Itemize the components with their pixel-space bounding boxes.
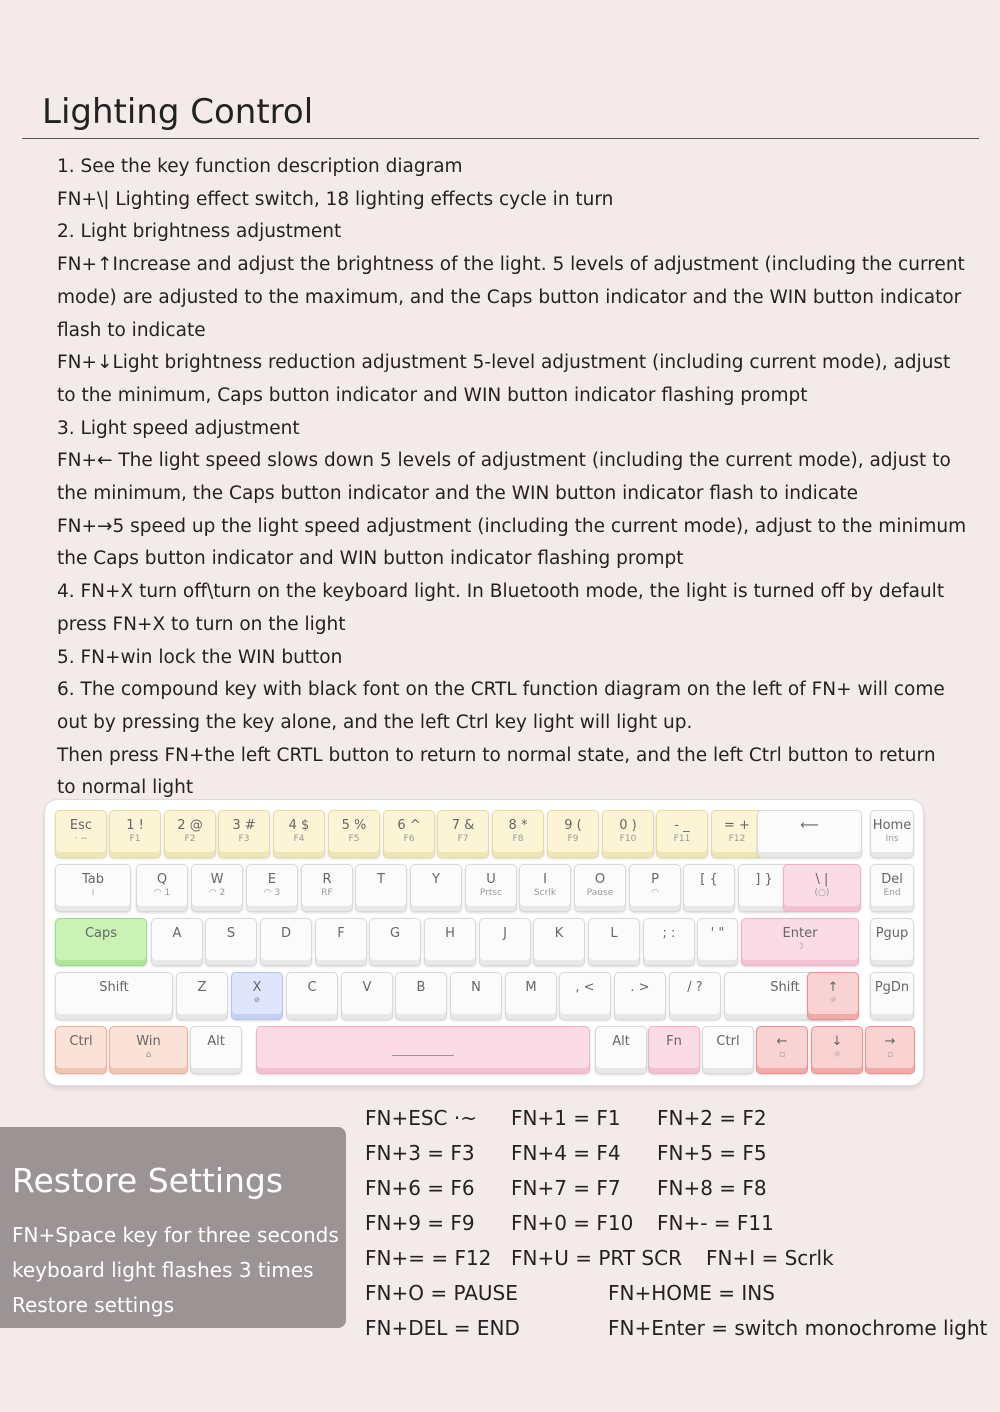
shortcut-item: FN+HOME = INS xyxy=(608,1281,775,1305)
key-sublabel: ◠ 3 xyxy=(263,888,281,898)
key-label: K xyxy=(554,926,564,941)
key-label: T xyxy=(377,872,385,887)
key-label: O xyxy=(594,872,606,887)
title-divider xyxy=(22,138,979,139)
key-label: L xyxy=(610,926,618,941)
key xyxy=(629,864,681,912)
key xyxy=(465,864,517,912)
instruction-line: to the minimum, Caps button indicator and WIN button indicator flashing prompt xyxy=(57,384,808,406)
key-sublabel: F1 xyxy=(129,834,141,844)
key-label: 3 # xyxy=(232,818,256,833)
key-sublabel: Scrlk xyxy=(533,888,557,898)
key xyxy=(190,1026,242,1074)
key-sublabel: F9 xyxy=(567,834,579,844)
key xyxy=(410,864,462,912)
key-label: G xyxy=(389,926,401,941)
key xyxy=(315,918,367,966)
key-label: N xyxy=(471,980,481,995)
restore-title: Restore Settings xyxy=(12,1161,284,1200)
key-label: S xyxy=(226,926,236,941)
restore-settings-panel xyxy=(0,1127,346,1328)
key-label: Tab xyxy=(81,872,104,887)
instruction-line: 2. Light brightness adjustment xyxy=(57,221,342,243)
key xyxy=(273,810,325,858)
key-label: Ctrl xyxy=(716,1034,740,1049)
key-sublabel: RF xyxy=(321,888,333,898)
key xyxy=(656,810,708,858)
key-label: Win xyxy=(136,1034,161,1049)
shortcut-item: FN+2 = F2 xyxy=(657,1106,767,1130)
shortcut-item: FN+DEL = END xyxy=(365,1316,520,1340)
instruction-line: Then press FN+the left CRTL button to return to normal state, and the left Ctrl button to return xyxy=(57,744,936,766)
instruction-line: 4. FN+X turn off\turn on the keyboard light. In Bluetooth mode, the light is turned off by default xyxy=(57,581,945,603)
key xyxy=(574,864,626,912)
key-label: \ | xyxy=(815,872,829,887)
instruction-line: out by pressing the key alone, and the left Ctrl key light will light up. xyxy=(57,711,693,733)
key xyxy=(55,864,131,912)
instruction-line: the minimum, the Caps button indicator and the WIN button indicator flash to indicate xyxy=(57,483,858,505)
key-sublabel: F2 xyxy=(184,834,196,844)
key-label: = + xyxy=(724,818,750,833)
restore-lines xyxy=(12,1218,339,1323)
shortcut-item: FN+Enter = switch monochrome light xyxy=(608,1316,988,1340)
key xyxy=(246,864,298,912)
key-label: . > xyxy=(630,980,650,995)
key-label: Q xyxy=(156,872,168,887)
instruction-line: press FN+X to turn on the light xyxy=(57,613,346,635)
key xyxy=(55,918,147,966)
key-label: ] } xyxy=(755,872,773,887)
key-sublabel: · ∼ xyxy=(74,834,88,844)
key-label: I xyxy=(543,872,547,887)
key-sublabel: F6 xyxy=(403,834,415,844)
key xyxy=(109,810,161,858)
restore-line: Restore settings xyxy=(12,1293,175,1317)
key xyxy=(341,972,393,1020)
key-label: Caps xyxy=(84,926,118,941)
key xyxy=(55,972,173,1020)
key xyxy=(614,972,666,1020)
instruction-line: FN+→5 speed up the light speed adjustment (including the current mode), adjust to the minimum xyxy=(57,515,967,537)
instruction-line: 1. See the key function description diagram xyxy=(57,156,463,177)
key-label: Alt xyxy=(612,1034,630,1049)
instruction-line: 3. Light speed adjustment xyxy=(57,417,300,439)
page-title: Lighting Control xyxy=(42,92,314,132)
shortcut-item: FN+0 = F10 xyxy=(511,1211,634,1235)
key-label: Enter xyxy=(782,926,818,941)
shortcut-item: FN+7 = F7 xyxy=(511,1176,621,1200)
key xyxy=(328,810,380,858)
key-label: 9 ( xyxy=(564,818,582,833)
key-sublabel: ☽ xyxy=(795,942,805,952)
shortcut-item: FN+4 = F4 xyxy=(511,1141,621,1165)
key-sublabel: F10 xyxy=(619,834,637,844)
key-label: Y xyxy=(432,872,440,887)
key-sublabel: (○) xyxy=(814,888,830,898)
instruction-line: 5. FN+win lock the WIN button xyxy=(57,646,343,668)
key xyxy=(870,864,914,912)
key-label: Esc xyxy=(69,818,93,833)
space-key xyxy=(256,1026,590,1074)
key-label: ⟵ xyxy=(800,818,819,833)
key xyxy=(711,810,763,858)
key xyxy=(383,810,435,858)
instruction-line: FN+↑Increase and adjust the brightness of the light. 5 levels of adjustment (including the current xyxy=(57,254,965,276)
shortcut-item: FN+O = PAUSE xyxy=(365,1281,518,1305)
key-label: W xyxy=(210,872,224,887)
key-label: Shift xyxy=(99,980,129,995)
shortcut-item: FN+ESC ·~ xyxy=(365,1106,477,1130)
key xyxy=(602,810,654,858)
shortcut-item: FN+9 = F9 xyxy=(365,1211,475,1235)
key-sublabel: ◠ xyxy=(651,888,659,898)
shortcut-item: FN+= = F12 xyxy=(365,1246,492,1270)
shortcut-item: FN+8 = F8 xyxy=(657,1176,767,1200)
key-label: J xyxy=(503,926,507,941)
instruction-line: flash to indicate xyxy=(57,319,206,341)
key xyxy=(369,918,421,966)
shortcut-item: FN+6 = F6 xyxy=(365,1176,475,1200)
key xyxy=(807,972,859,1020)
key-sublabel: ✵ xyxy=(253,996,261,1006)
key xyxy=(683,864,735,912)
key xyxy=(164,810,216,858)
key-label: Alt xyxy=(207,1034,225,1049)
key-sublabel: ◠ 2 xyxy=(208,888,226,898)
key-label: ↑ xyxy=(827,980,839,995)
key-label: Pgup xyxy=(875,926,909,941)
key-sublabel: ▫ xyxy=(778,1050,786,1060)
key xyxy=(205,918,257,966)
key-label: X xyxy=(252,980,262,995)
instruction-line: FN+\| Lighting effect switch, 18 lighting effects cycle in turn xyxy=(57,188,614,210)
key-sublabel: Pause xyxy=(586,888,614,898)
key xyxy=(301,864,353,912)
key xyxy=(260,918,312,966)
key xyxy=(783,864,861,912)
key-label: 8 * xyxy=(508,818,528,833)
key-label: ↓ xyxy=(831,1034,843,1049)
key-sublabel: ☼ xyxy=(832,1050,842,1060)
key-sublabel: ⌂ xyxy=(145,1050,152,1060)
key-label: E xyxy=(267,872,277,887)
key-sublabel: F12 xyxy=(728,834,746,844)
key xyxy=(533,918,585,966)
instruction-line: the Caps button indicator and WIN button indicator flashing prompt xyxy=(57,548,684,570)
key xyxy=(55,1026,107,1074)
key xyxy=(669,972,721,1020)
key-label: F xyxy=(337,926,345,941)
key-label: 0 ) xyxy=(619,818,637,833)
key-label: P xyxy=(651,872,659,887)
key-label: M xyxy=(525,980,537,995)
key xyxy=(109,1026,188,1074)
key-label: C xyxy=(307,980,317,995)
key-label: 1 ! xyxy=(126,818,144,833)
key-label: ; : xyxy=(662,926,676,941)
shortcut-list xyxy=(365,1100,995,1340)
key xyxy=(286,972,338,1020)
key xyxy=(450,972,502,1020)
key-sublabel: F5 xyxy=(348,834,360,844)
key xyxy=(492,810,544,858)
key-label: → xyxy=(884,1034,896,1049)
key-label: PgDn xyxy=(874,980,910,995)
key xyxy=(191,864,243,912)
shortcut-item: FN+I = Scrlk xyxy=(706,1246,834,1270)
key xyxy=(218,810,270,858)
shortcut-item: FN+- = F11 xyxy=(657,1211,774,1235)
key-sublabel: End xyxy=(883,888,901,898)
restore-line: keyboard light flashes 3 times xyxy=(12,1258,314,1282)
key xyxy=(437,810,489,858)
key xyxy=(151,918,203,966)
key xyxy=(519,864,571,912)
key-sublabel: Ins xyxy=(885,834,899,844)
key xyxy=(176,972,228,1020)
key xyxy=(865,1026,915,1074)
key-label: 4 $ xyxy=(288,818,310,833)
key-sublabel: F8 xyxy=(512,834,524,844)
restore-line: FN+Space key for three seconds xyxy=(12,1223,339,1247)
key xyxy=(643,918,695,966)
key xyxy=(136,864,188,912)
key-sublabel: ◠ 1 xyxy=(153,888,171,898)
key-label: B xyxy=(416,980,426,995)
instruction-line: FN+↓Light brightness reduction adjustment 5-level adjustment (including current mode), adjust xyxy=(57,352,951,374)
key-label: [ { xyxy=(700,872,718,887)
key-label: A xyxy=(172,926,182,941)
key-label: Home xyxy=(872,818,912,833)
key-sublabel: Prtsc xyxy=(479,888,503,898)
key xyxy=(870,972,914,1020)
key xyxy=(870,810,914,858)
key-label: V xyxy=(362,980,372,995)
key xyxy=(811,1026,863,1074)
key xyxy=(757,810,862,858)
key xyxy=(55,810,107,858)
key xyxy=(355,864,407,912)
key xyxy=(231,972,283,1020)
key xyxy=(697,918,738,966)
instruction-line: mode) are adjusted to the maximum, and the Caps button indicator and the WIN button indicator xyxy=(57,286,962,308)
key-sublabel: ≀ xyxy=(91,888,95,898)
key-label: R xyxy=(322,872,332,887)
key xyxy=(588,918,640,966)
key xyxy=(547,810,599,858)
key-label: U xyxy=(486,872,496,887)
key xyxy=(648,1026,700,1074)
key-label: 6 ^ xyxy=(397,818,421,833)
key-label: Z xyxy=(197,980,207,995)
space-bar-mark xyxy=(392,1055,454,1056)
instruction-line: FN+← The light speed slows down 5 levels of adjustment (including the current mode), adjust to xyxy=(57,450,951,472)
shortcut-item: FN+U = PRT SCR xyxy=(511,1246,682,1270)
key-sublabel: F3 xyxy=(238,834,250,844)
key xyxy=(595,1026,647,1074)
key xyxy=(741,918,859,966)
key-label: 2 @ xyxy=(177,818,203,833)
key xyxy=(424,918,476,966)
key-label: H xyxy=(445,926,455,941)
key-label: 5 % xyxy=(341,818,367,833)
key-label: , < xyxy=(575,980,595,995)
key xyxy=(756,1026,808,1074)
key-label: / ? xyxy=(687,980,703,995)
key-label: Ctrl xyxy=(69,1034,93,1049)
key-label xyxy=(257,1027,589,1035)
key-label: 7 & xyxy=(451,818,475,833)
instructions xyxy=(57,151,992,805)
key-label: - _ xyxy=(674,818,690,833)
key-sublabel: F4 xyxy=(293,834,305,844)
key-label: Fn xyxy=(666,1034,682,1049)
instruction-line: to normal light xyxy=(57,777,194,799)
keyboard-image xyxy=(45,800,923,1085)
key xyxy=(505,972,557,1020)
key xyxy=(702,1026,754,1074)
shortcut-item: FN+5 = F5 xyxy=(657,1141,767,1165)
key-sublabel: F11 xyxy=(673,834,691,844)
shortcut-item: FN+3 = F3 xyxy=(365,1141,475,1165)
key xyxy=(870,918,914,966)
key-label: Shift xyxy=(770,980,800,995)
key-sublabel: F7 xyxy=(457,834,469,844)
key-label: ← xyxy=(776,1034,788,1049)
key xyxy=(479,918,531,966)
key-label: D xyxy=(280,926,291,941)
instruction-line: 6. The compound key with black font on the CRTL function diagram on the left of FN+ will come xyxy=(57,679,945,701)
key-label: ' " xyxy=(710,926,725,941)
shortcut-item: FN+1 = F1 xyxy=(511,1106,621,1130)
key xyxy=(395,972,447,1020)
key-label: Del xyxy=(881,872,903,887)
key-sublabel: ▫ xyxy=(886,1050,894,1060)
key xyxy=(559,972,611,1020)
key-sublabel: ☼ xyxy=(828,996,838,1006)
